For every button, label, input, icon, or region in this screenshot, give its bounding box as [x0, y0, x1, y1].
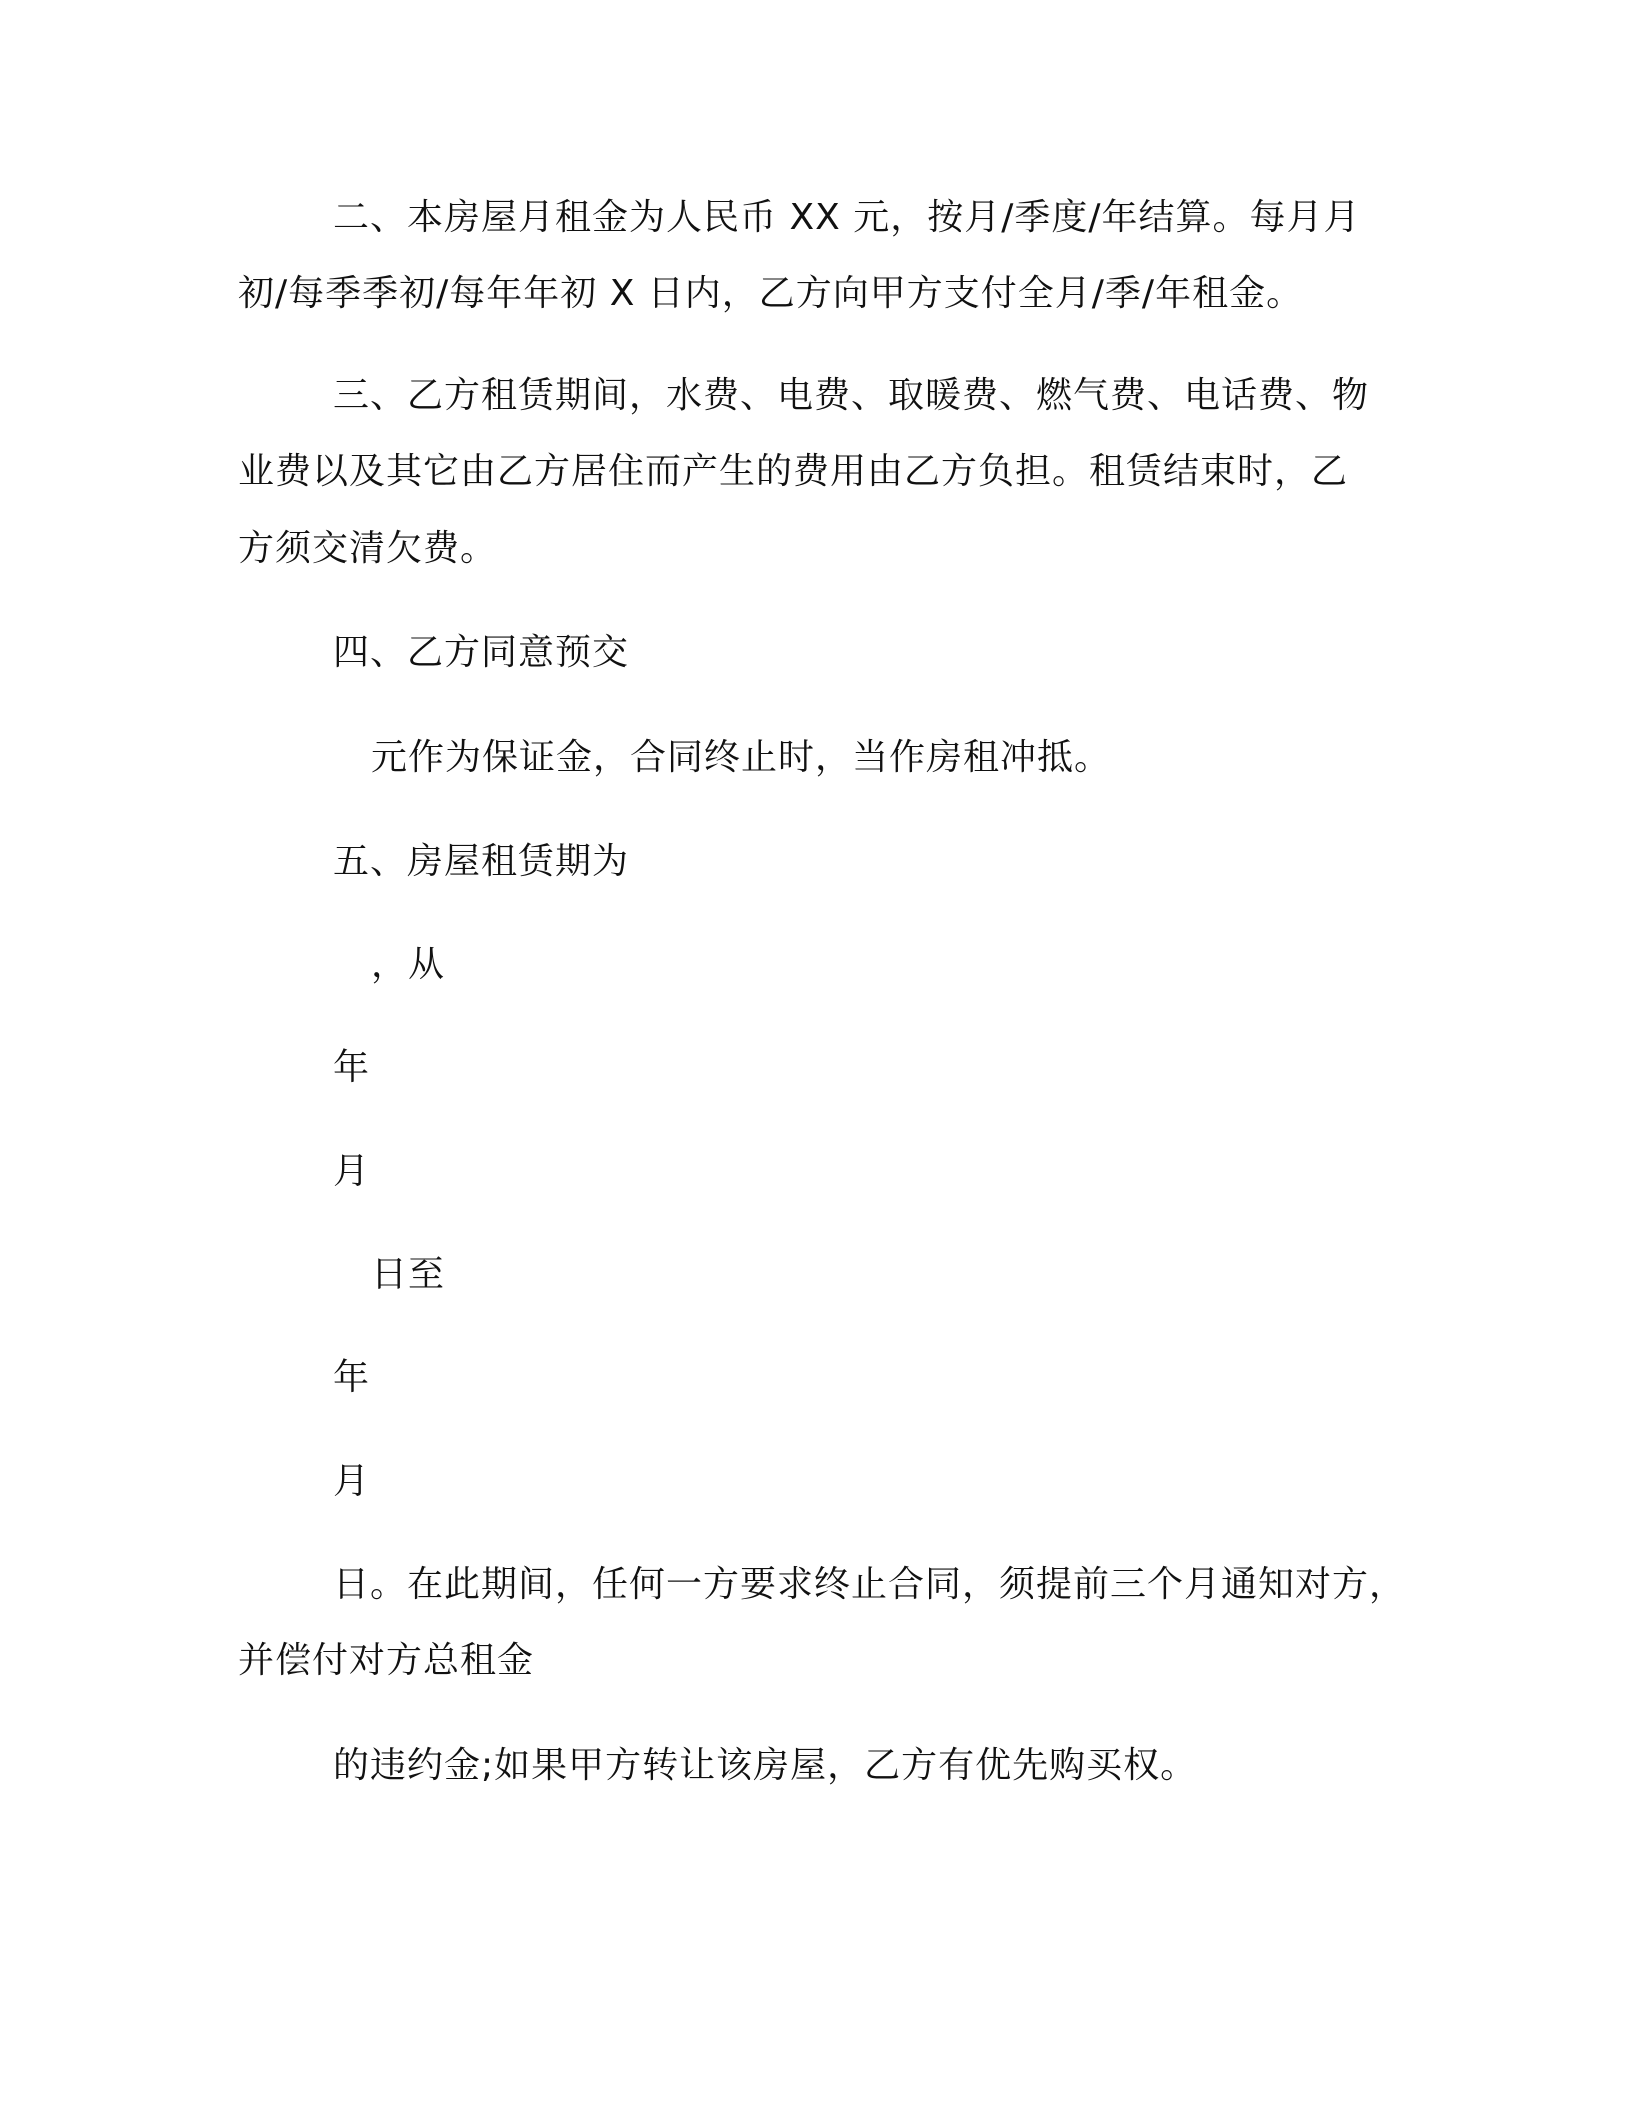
clause4-line1: 四、乙方同意预交	[333, 632, 630, 673]
clause5-line1: 五、房屋租赁期为	[333, 841, 630, 882]
clause4-line2: 元作为保证金，合同终止时，当作房租冲抵。	[371, 737, 1112, 778]
clause3-line3: 方须交清欠费。	[238, 528, 498, 569]
clause5-month1: 月	[333, 1151, 371, 1192]
clause5-from: ，从	[371, 944, 446, 985]
clause3-line2: 业费以及其它由乙方居住而产生的费用由乙方负担。租赁结束时，乙	[238, 451, 1349, 492]
clause5-day-to: 日至	[371, 1254, 446, 1295]
clause2-line1: 二、本房屋月租金为人民币 XX 元，按月/季度/年结算。每月月	[333, 197, 1361, 238]
clause5-month2: 月	[333, 1461, 371, 1502]
clause5-year2: 年	[333, 1357, 371, 1398]
clause3-line1: 三、乙方租赁期间，水费、电费、取暖费、燃气费、电话费、物	[333, 375, 1370, 416]
clause5-year1: 年	[333, 1047, 371, 1088]
clause5-line-end2: 并偿付对方总租金	[238, 1640, 535, 1681]
clause2-line2: 初/每季季初/每年年初 X 日内，乙方向甲方支付全月/季/年租金。	[238, 273, 1304, 314]
clause5-line-end1: 日。在此期间，任何一方要求终止合同，须提前三个月通知对方，	[333, 1564, 1407, 1605]
clause5-line-end3: 的违约金;如果甲方转让该房屋，乙方有优先购买权。	[333, 1745, 1198, 1786]
